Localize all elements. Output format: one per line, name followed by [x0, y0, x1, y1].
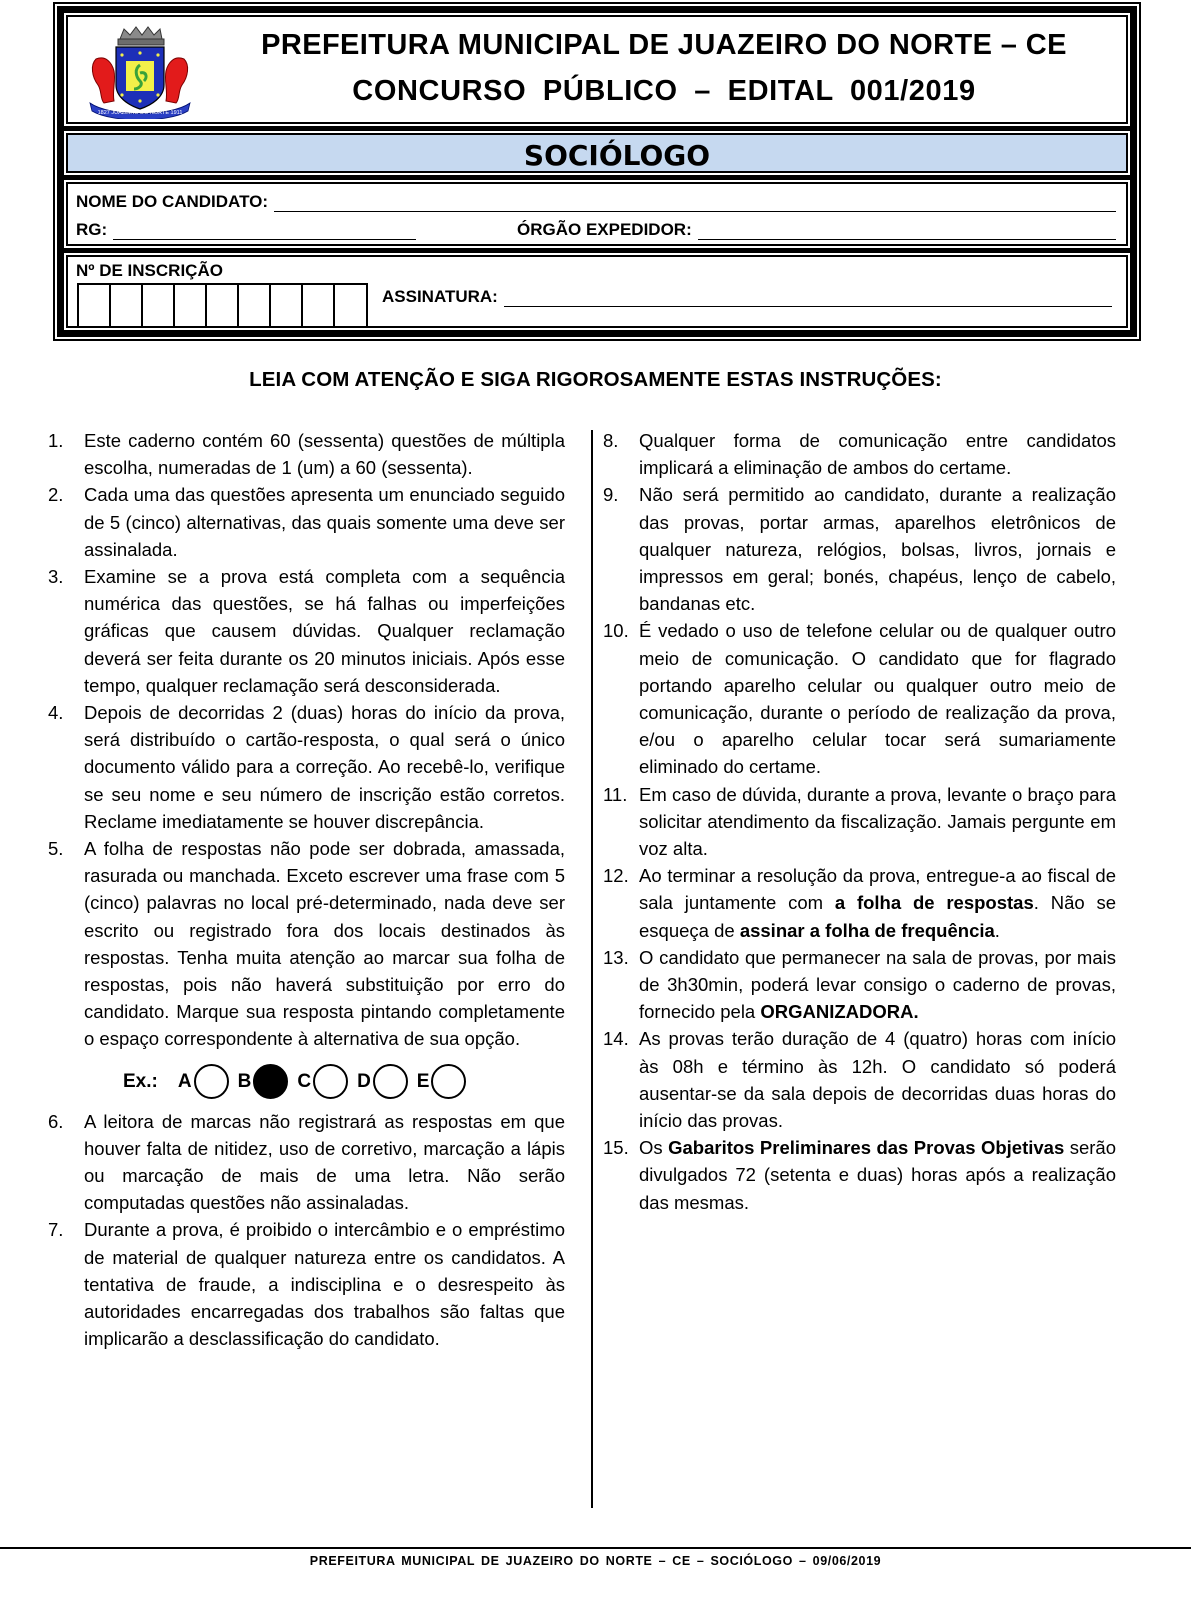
instruction-number: 4.	[48, 702, 64, 724]
instruction-number: 3.	[48, 566, 64, 588]
instruction-text: Durante a prova, é proibido o intercâmbio e o empréstimo de material de qualquer natureza entre os candidatos. A tentativa de fraude, a indisciplina e o desrespeito às autoridades encarregadas dos trabalhos são faltas que implicarão a desclassificação do candidato.	[84, 1219, 565, 1350]
filled-bubble-icon	[253, 1064, 288, 1099]
example-option-e: E	[417, 1064, 467, 1099]
instruction-text: Em caso de dúvida, durante a prova, levante o braço para solicitar atendimento da fiscalização. Jamais pergunte em voz alta.	[639, 783, 1116, 860]
example-option-c: C	[297, 1064, 348, 1099]
rg-input-line[interactable]	[113, 226, 416, 240]
empty-bubble-icon	[194, 1064, 229, 1099]
title-panel	[64, 13, 1130, 126]
instructions-heading: LEIA COM ATENÇÃO E SIGA RIGOROSAMENTE ESTAS INSTRUÇÕES:	[249, 368, 942, 391]
instruction-text: Examine se a prova está completa com a sequência numérica das questões, se há falhas ou imperfeições gráficas que causem dúvidas. Qualquer reclamação deverá ser feita durante os 20 minutos iniciais. Após esse tempo, qualquer reclamação será desconsiderada.	[84, 566, 565, 696]
instruction-text: A folha de respostas não pode ser dobrada, amassada, rasurada ou manchada. Exceto escrever uma frase com 5 (cinco) palavras no local pré-determinado, nada deve ser escrito ou registrado fora dos locais destinados às respostas. Tenha muita atenção ao marcar sua folha de respostas, pois não haverá substituição por erro do candidato. Marque sua resposta pintando completamente o espaço correspondente à alternativa de sua opção.	[84, 838, 565, 1050]
header-frame	[53, 2, 1141, 341]
instruction-item	[603, 781, 1116, 863]
example-label: Ex.:	[123, 1071, 158, 1093]
rg-field[interactable]	[76, 220, 416, 240]
instruction-number: 2.	[48, 484, 64, 506]
instruction-item	[603, 862, 1116, 944]
institution-title: PREFEITURA MUNICIPAL DE JUAZEIRO DO NORTE – CE	[261, 29, 1067, 61]
instruction-item	[48, 481, 565, 563]
rg-label: RG:	[76, 220, 108, 239]
registration-panel	[64, 253, 1130, 330]
instruction-text: É vedado o uso de telefone celular ou de qualquer outro meio de comunicação. O candidato que for flagrado portando aparelho celular ou qualquer outro meio de comunicação, durante o período de realização da prova, e/ou o aparelho celular tocar será sumariamente eliminado do certame.	[639, 620, 1116, 778]
instruction-item	[603, 617, 1116, 780]
instruction-number: 11.	[603, 783, 628, 805]
instruction-number: 12.	[603, 865, 629, 887]
instruction-item	[603, 1025, 1116, 1134]
inscricao-digit-box[interactable]	[271, 285, 303, 326]
instruction-number: 1.	[48, 430, 64, 451]
instruction-number: 15.	[603, 1137, 629, 1159]
instruction-text: Ao terminar a resolução da prova, entregue-a ao fiscal de sala juntamente com a folha de respostas. Não se esqueça de assinar a folha de frequência.	[639, 865, 1116, 941]
orgao-expedidor-label: ÓRGÃO EXPEDIDOR:	[517, 220, 692, 239]
inscricao-label: Nº DE INSCRIÇÃO	[76, 261, 223, 280]
inscricao-digit-box[interactable]	[239, 285, 271, 326]
orgao-expedidor-input-line[interactable]	[698, 226, 1116, 240]
role-panel	[64, 131, 1130, 175]
example-option-b: B	[238, 1064, 289, 1099]
instruction-text: Este caderno contém 60 (sessenta) questões de múltipla escolha, numeradas de 1 (um) a 60 (sessenta).	[84, 430, 565, 479]
instruction-number: 10.	[603, 620, 629, 642]
instruction-text: Cada uma das questões apresenta um enunciado seguido de 5 (cinco) alternativas, das quais somente uma deve ser assinalada.	[84, 484, 565, 560]
instruction-item	[48, 699, 565, 835]
assinatura-label: ASSINATURA:	[382, 287, 498, 306]
coat-of-arms-icon	[84, 25, 196, 119]
column-divider	[591, 430, 593, 1508]
instructions-right-column	[603, 427, 1116, 1216]
svg-text:1827 JUAZEIRO DO NORTE 1911: 1827 JUAZEIRO DO NORTE 1911	[97, 110, 183, 116]
instruction-number: 7.	[48, 1219, 64, 1241]
instruction-number: 14.	[603, 1028, 629, 1050]
inscricao-digit-box[interactable]	[79, 285, 111, 326]
instruction-text: Não será permitido ao candidato, durante a realização das provas, portar armas, aparelhos eletrônicos de qualquer natureza, relógios, bolsas, livros, jornais e impressos em geral; bonés, chapéus, lenço de cabelo, bandanas etc.	[639, 484, 1116, 615]
inscricao-digit-boxes[interactable]	[77, 283, 368, 328]
inscricao-digit-box[interactable]	[143, 285, 175, 326]
instruction-text: Qualquer forma de comunicação entre candidatos implicará a eliminação de ambos do certame.	[639, 430, 1116, 479]
nome-field[interactable]	[76, 192, 1116, 212]
instruction-number: 8.	[603, 430, 619, 451]
instruction-item	[48, 1108, 565, 1217]
example-option-d: D	[357, 1064, 408, 1099]
empty-bubble-icon	[431, 1064, 466, 1099]
instruction-item	[603, 944, 1116, 1026]
instruction-item	[603, 1134, 1116, 1216]
nome-input-line[interactable]	[274, 198, 1116, 212]
answer-bubble-example	[123, 1062, 565, 1102]
example-option-a: A	[178, 1064, 229, 1099]
inscricao-digit-box[interactable]	[207, 285, 239, 326]
instruction-item	[48, 563, 565, 699]
role-title: SOCIÓLOGO	[523, 139, 711, 172]
instruction-item	[48, 1216, 565, 1352]
empty-bubble-icon	[313, 1064, 348, 1099]
assinatura-input-line[interactable]	[504, 293, 1112, 307]
page-footer: PREFEITURA MUNICIPAL DE JUAZEIRO DO NORTE – CE – SOCIÓLOGO – 09/06/2019	[309, 1554, 882, 1568]
header-frame-inner	[57, 6, 1137, 337]
assinatura-field[interactable]	[382, 287, 1112, 307]
instruction-number: 5.	[48, 838, 64, 860]
inscricao-digit-box[interactable]	[335, 285, 366, 326]
edital-title: CONCURSO PÚBLICO – EDITAL 001/2019	[352, 75, 976, 107]
instruction-item	[603, 481, 1116, 617]
inscricao-digit-box[interactable]	[303, 285, 335, 326]
instruction-text: As provas terão duração de 4 (quatro) horas com início às 08h e término às 12h. O candidato só poderá ausentar-se da sala depois de decorridas duas horas do início das provas.	[639, 1028, 1116, 1132]
footer-rule	[0, 1547, 1191, 1549]
instruction-item	[603, 427, 1116, 481]
instruction-text: Depois de decorridas 2 (duas) horas do início da prova, será distribuído o cartão-resposta, o qual será o único documento válido para a correção. Ao recebê-lo, verifique se seu nome e seu número de inscrição estão corretos. Reclame imediatamente se houver discrepância.	[84, 702, 565, 832]
instruction-text: Os Gabaritos Preliminares das Provas Objetivas serão divulgados 72 (setenta e duas) horas após a realização das mesmas.	[639, 1137, 1117, 1213]
empty-bubble-icon	[373, 1064, 408, 1099]
instruction-item	[48, 427, 565, 481]
instruction-item	[48, 835, 565, 1053]
inscricao-digit-box[interactable]	[175, 285, 207, 326]
instruction-text: A leitora de marcas não registrará as respostas em que houver falta de nitidez, uso de corretivo, marcação a lápis ou marcação de mais de uma letra. Não serão computadas questões não assinaladas.	[84, 1110, 565, 1214]
instruction-text: O candidato que permanecer na sala de provas, por mais de 3h30min, poderá levar consigo o caderno de provas, fornecido pela ORGANIZADORA.	[639, 946, 1116, 1023]
instruction-number: 13.	[603, 946, 629, 968]
orgao-expedidor-field[interactable]	[517, 220, 1116, 240]
instructions-left-column	[48, 427, 565, 1353]
instruction-number: 9.	[603, 484, 619, 506]
inscricao-digit-box[interactable]	[111, 285, 143, 326]
nome-label: NOME DO CANDIDATO:	[76, 192, 269, 211]
candidate-id-panel	[64, 180, 1130, 248]
instruction-number: 6.	[48, 1110, 64, 1132]
